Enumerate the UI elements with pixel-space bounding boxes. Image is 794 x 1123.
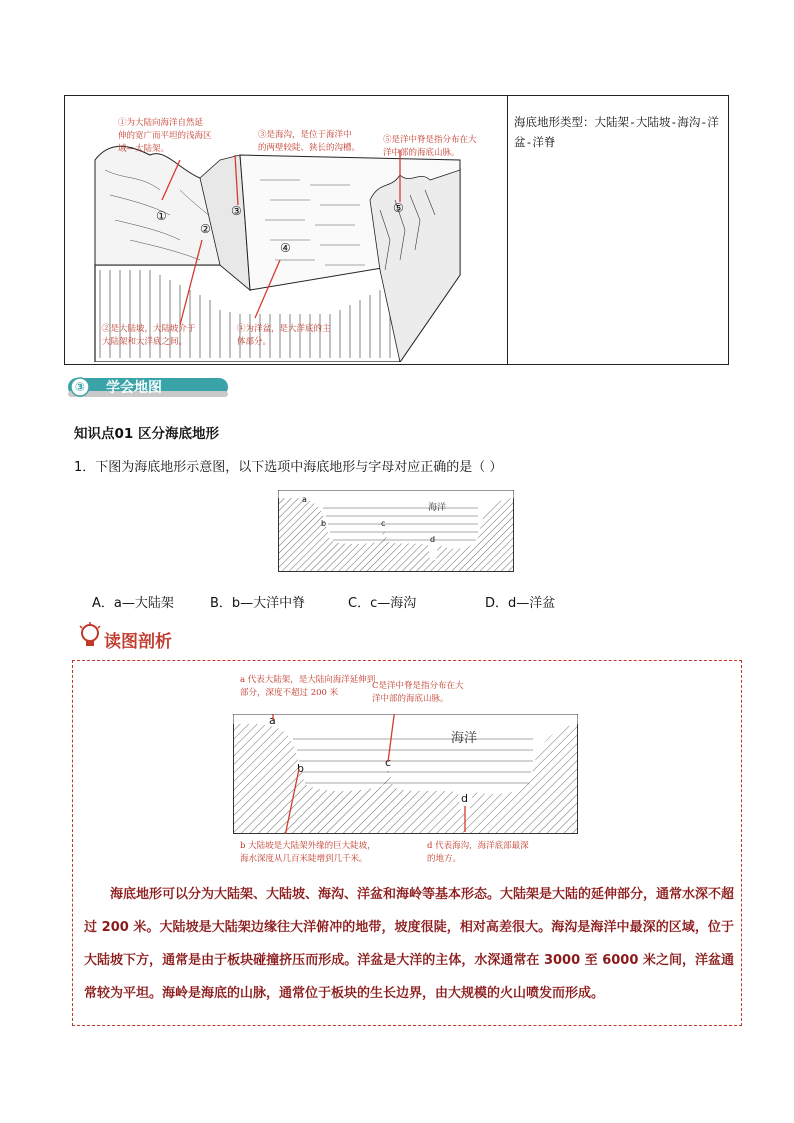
figure-letter-a: a: [302, 495, 307, 504]
callout-continental-slope: [102, 323, 196, 349]
callout-line: ③是海沟，是位于海洋中: [258, 130, 352, 140]
figure-letter-c: c: [381, 519, 386, 528]
callout-ocean-basin: [237, 323, 331, 349]
callout-line: C是洋中脊是指分布在大: [372, 681, 464, 691]
option-b[interactable]: B．b—大洋中脊: [210, 596, 306, 611]
analysis-figure: [233, 714, 578, 834]
callout-ridge: [383, 134, 477, 160]
marker-4: ④: [280, 241, 291, 255]
section-number: ③: [74, 380, 86, 394]
question-figure: [278, 490, 514, 572]
marker-2: ②: [200, 222, 211, 236]
option-a[interactable]: A．a—大陆架: [92, 596, 174, 611]
callout-trench: [258, 129, 360, 155]
callout-line: d 代表海沟，海洋底部最深: [427, 841, 529, 851]
figure-letter-d: d: [430, 535, 436, 544]
question-text: 1．下图为海底地形示意图，以下选项中海底地形与字母对应正确的是（ ）: [74, 460, 503, 475]
callout-line: 大陆架和大洋底之间。: [102, 337, 188, 347]
table-divider: [507, 95, 508, 365]
callout-line: 的两壁较陡、狭长的沟槽。: [258, 143, 361, 153]
callout-line: 海水深度从几百米陡增到几千米。: [240, 854, 368, 864]
figure-ocean-label: 海洋: [428, 503, 447, 513]
callout-line: 域—大陆架。: [118, 144, 170, 154]
callout-line: 洋中部的海底山脉。: [383, 148, 460, 158]
callout-line: ①为大陆向海洋自然延: [118, 118, 204, 128]
callout-continental-shelf: [118, 117, 212, 156]
option-d[interactable]: D．d—洋盆: [485, 596, 556, 611]
lightbulb-icon: [78, 622, 102, 650]
marker-1: ①: [156, 209, 167, 223]
knowledge-point-title: 知识点01 区分海底地形: [74, 426, 219, 442]
analysis-callout-a: [240, 674, 375, 700]
callout-line: 体部分。: [237, 337, 272, 347]
analysis-letter-d: d: [461, 792, 468, 805]
option-c[interactable]: C．c—海沟: [348, 596, 417, 611]
seafloor-types-note: 海底地形类型：大陆架-大陆坡-海沟-洋盆-洋脊: [514, 115, 719, 149]
callout-line: a 代表大陆架，是大陆向海洋延伸到: [240, 675, 376, 685]
callout-line: ②是大陆坡，大陆坡介于: [102, 324, 196, 334]
section-title: 学会地图: [106, 380, 162, 396]
figure-letter-b: b: [321, 519, 327, 528]
callout-line: 伸的宽广而平坦的浅海区: [118, 131, 212, 141]
callout-line: ⑤是洋中脊是指分布在大: [383, 135, 477, 145]
analysis-figure-ocean-label: 海洋: [451, 731, 478, 746]
analysis-letter-a: a: [269, 714, 276, 727]
analysis-letter-b: b: [297, 762, 304, 775]
marker-5: ⑤: [393, 201, 404, 215]
callout-line: ④为洋盆，是大洋底的主: [237, 324, 331, 334]
analysis-callout-b: [240, 840, 376, 866]
read-analysis-title: 读图剖析: [104, 632, 172, 652]
analysis-letter-c: c: [385, 756, 392, 769]
callout-line: b 大陆坡是大陆架外缘的巨大陡坡，: [240, 841, 376, 851]
callout-line: 部分，深度不超过 200 米: [240, 688, 339, 698]
analysis-callout-c: [372, 680, 464, 706]
section-header-pill: [68, 376, 230, 398]
marker-3: ③: [231, 204, 242, 218]
callout-line: 洋中部的海底山脉。: [372, 694, 449, 704]
callout-line: 的地方。: [427, 854, 462, 864]
analysis-paragraph: 海底地形可以分为大陆架、大陆坡、海沟、洋盆和海岭等基本形态。大陆架是大陆的延伸部分，通常水深不超过 200 米。大陆坡是大陆架边缘往大洋俯冲的地带，坡度很陡，相对高差很大。海沟是海洋中最深的区域，位于大陆坡下方，通常是由于板块碰撞挤压而形成。洋盆是大洋的主体，水深通常在 3000 至 6000 米之间，洋盆通常较为平坦。海岭是海底的山脉，通常位于板块的生长边界，由大规模的火山喷发而形成。: [84, 887, 735, 1001]
analysis-callout-d: [427, 840, 529, 866]
